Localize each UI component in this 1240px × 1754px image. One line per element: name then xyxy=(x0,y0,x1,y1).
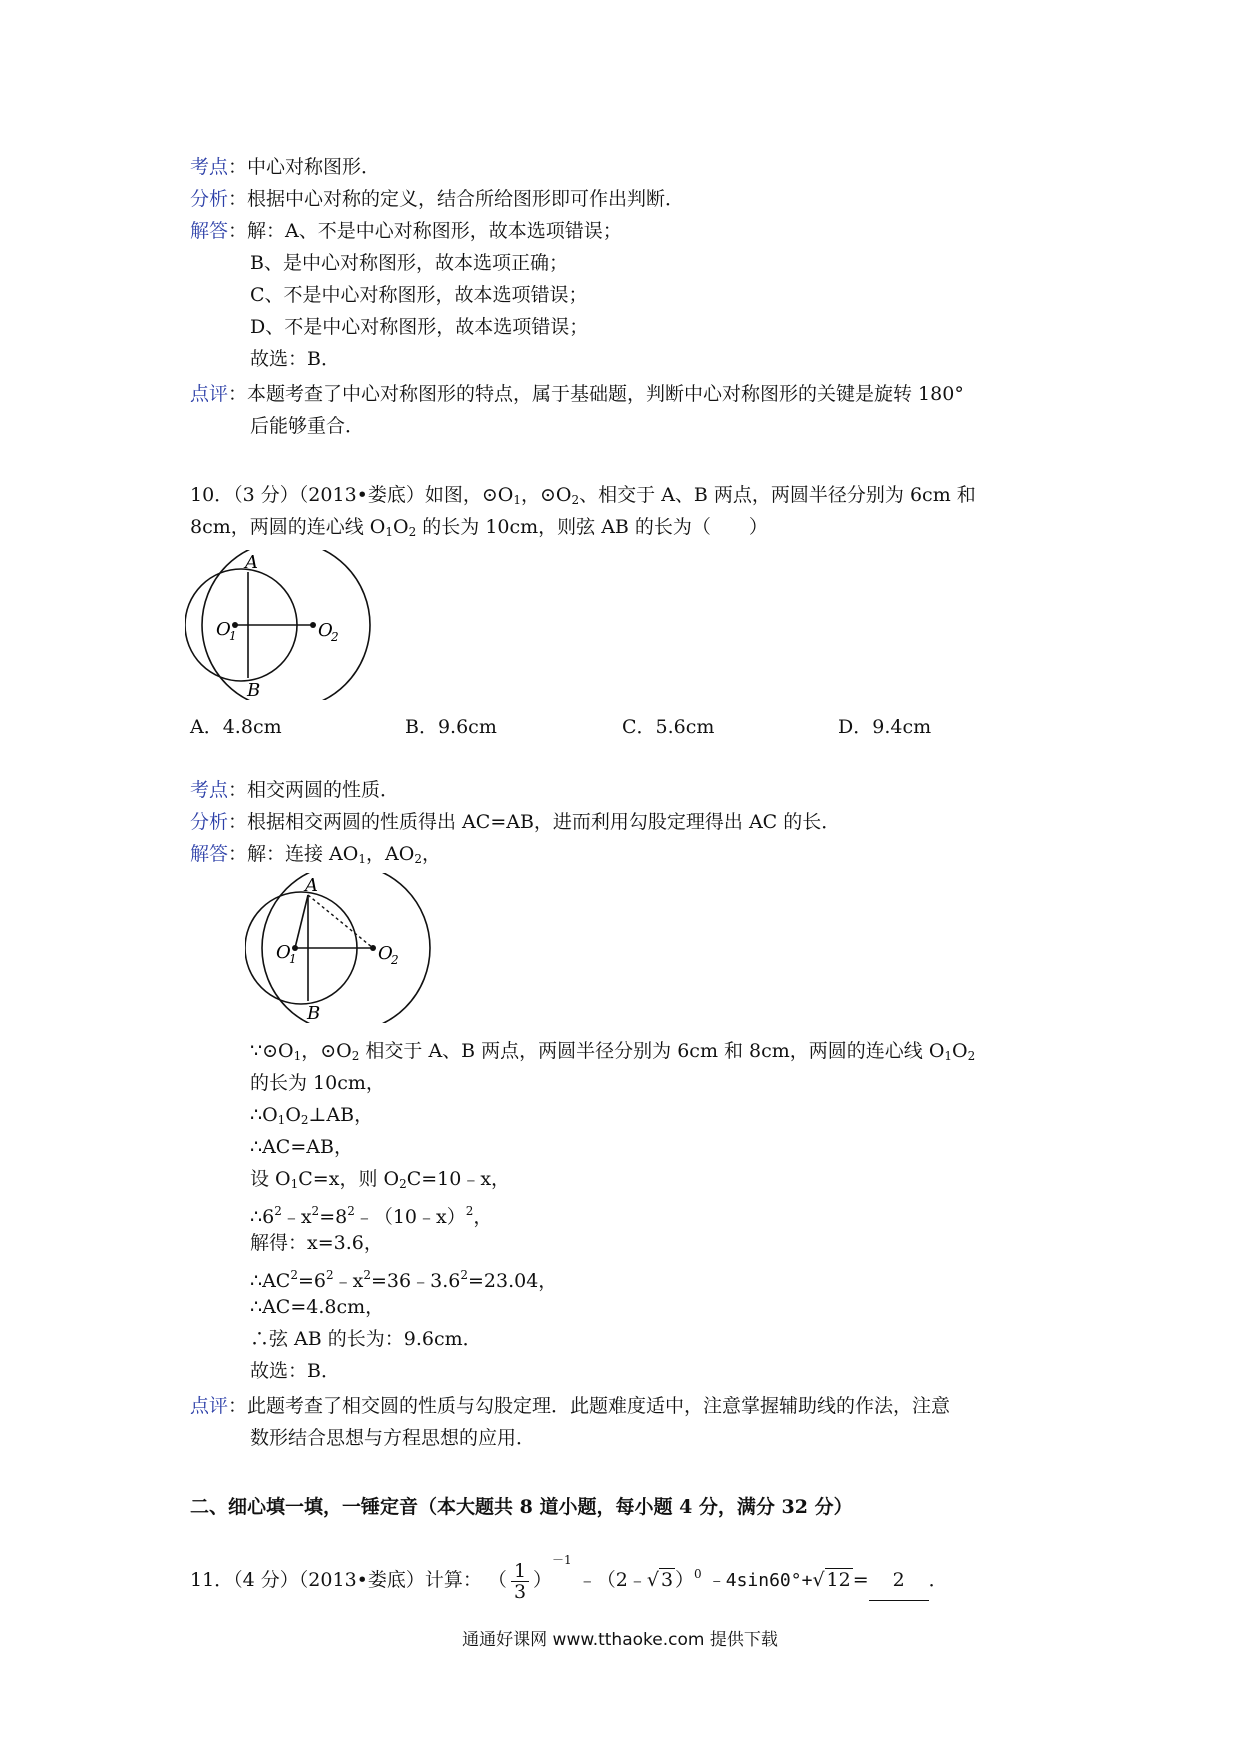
q10-sol-8c: ﹣x xyxy=(333,1270,364,1292)
q10-sol-6c: =8 xyxy=(319,1206,348,1228)
sub: 1 xyxy=(293,1049,302,1063)
q10-jieda-1c: ， xyxy=(421,843,441,865)
q9-fenxi-text: ：根据中心对称的定义，结合所给图形即可作出判断． xyxy=(228,188,685,210)
q10-sol-6a: ∴6 xyxy=(250,1206,275,1228)
fraction-one-third xyxy=(511,1561,529,1602)
q9-dianping-text: ：本题考查了中心对称图形的特点，属于基础题，判断中心对称图形的关键是旋转 180° xyxy=(228,383,964,405)
label-b: B xyxy=(307,1003,321,1023)
q10-jieda-line xyxy=(190,839,441,874)
sup: 2 xyxy=(311,1204,320,1218)
q10-sol-4: ∴AC=AB， xyxy=(250,1136,353,1158)
q10-sol-1c: 相交于 A、B 两点，两圆半径分别为 6cm 和 8cm，两圆的连心线 O xyxy=(359,1040,945,1062)
segment-ao1 xyxy=(295,895,308,948)
q10-sol-5c: C=10﹣x， xyxy=(406,1168,511,1190)
q10-dianping-text: ：此题考查了相交圆的性质与勾股定理．此题难度适中，注意掌握辅助线的作法，注意 xyxy=(228,1395,951,1417)
q11-end: ． xyxy=(928,1569,948,1591)
q10-stem-1c: 、相交于 A、B 两点，两圆半径分别为 6cm 和 xyxy=(579,484,976,506)
q10-fenxi-text: ：根据相交两圆的性质得出 AC=AB，进而利用勾股定理得出 AC 的长． xyxy=(228,811,841,833)
kaodian-label: 考点 xyxy=(190,156,229,178)
q11-lparen: （ xyxy=(487,1569,507,1591)
label-o1: O xyxy=(216,619,231,640)
q9-jieda-line xyxy=(190,216,622,246)
sqrt-12: 12 xyxy=(826,1569,851,1591)
sub: 2 xyxy=(351,1049,360,1063)
q10-sol-1b: ，⊙O xyxy=(301,1040,352,1062)
label-o2: O xyxy=(318,620,333,641)
sqrt-symbol: √ xyxy=(646,1569,659,1591)
q10-sol-5a: 设 O xyxy=(250,1168,291,1190)
jieda-label: 解答 xyxy=(190,220,229,242)
q11-stem-text: 11．（4 分）（2013•娄底）计算： xyxy=(190,1569,482,1591)
q10-figure xyxy=(185,550,385,700)
q10-stem-2b: O xyxy=(393,516,409,538)
option-a: A．4.8cm xyxy=(190,716,282,738)
label-o2: O xyxy=(378,943,393,964)
dianping-label: 点评 xyxy=(190,1395,229,1417)
sub: 1 xyxy=(944,1049,953,1063)
q10-sol-2: 的长为 10cm， xyxy=(250,1072,385,1094)
sqrt-3: 3 xyxy=(660,1569,674,1591)
label-o1-sub: 1 xyxy=(289,952,297,966)
q11-answer: 2 xyxy=(869,1560,929,1601)
q9-fenxi-line xyxy=(190,184,684,214)
q10-sol-5 xyxy=(250,1164,510,1199)
sup: 2 xyxy=(326,1268,334,1282)
option-b: B．9.6cm xyxy=(405,716,497,738)
point-o2 xyxy=(310,622,316,628)
dianping-label: 点评 xyxy=(190,383,229,405)
q10-stem-1 xyxy=(190,480,976,515)
point-o2 xyxy=(370,945,376,951)
q10-sol-10: ∴弦 AB 的长为：9.6cm． xyxy=(250,1328,482,1350)
segment-ao2-dashed xyxy=(308,895,373,948)
q10-solution-figure xyxy=(245,873,445,1023)
q11-equals: = xyxy=(852,1569,869,1591)
q10-sol-9: ∴AC=4.8cm， xyxy=(250,1296,385,1318)
point-o1 xyxy=(232,622,238,628)
sqrt-symbol: √ xyxy=(812,1569,825,1591)
sub: 2 xyxy=(408,525,417,539)
q9-jieda-d: D、不是中心对称图形，故本选项错误； xyxy=(250,316,589,338)
fraction-denominator: 3 xyxy=(513,1580,527,1603)
sub: 1 xyxy=(358,852,366,866)
q10-fenxi-line xyxy=(190,807,840,837)
sub: 1 xyxy=(385,525,394,539)
sub: 2 xyxy=(414,852,422,866)
q11-mid: ﹣（2﹣ xyxy=(577,1569,647,1591)
q10-dianping-cont: 数形结合思想与方程思想的应用． xyxy=(250,1427,536,1449)
q10-sol-6b: ﹣x xyxy=(281,1206,312,1228)
q11-rparen: ） xyxy=(533,1569,553,1591)
q9-answer: 故选：B． xyxy=(250,348,340,370)
sup: 2 xyxy=(290,1268,298,1282)
section-heading: 二、细心填一填，一锤定音（本大题共 8 道小题，每小题 4 分，满分 32 分） xyxy=(190,1496,853,1518)
q11-stem xyxy=(190,1540,948,1602)
q9-kaodian-line xyxy=(190,152,380,182)
q10-stem-2c: 的长为 10cm，则弦 AB 的长为（ ） xyxy=(416,516,768,538)
q11-tail: ﹣4sin60°+ xyxy=(707,1570,813,1591)
q10-stem-1a: 10．（3 分）（2013•娄底）如图，⊙O xyxy=(190,484,514,506)
sup: 2 xyxy=(347,1204,355,1218)
sub: 2 xyxy=(967,1049,976,1063)
q10-sol-3c: ⊥AB， xyxy=(308,1104,374,1126)
q10-kaodian-text: ：相交两圆的性质． xyxy=(228,779,400,801)
sup: 2 xyxy=(465,1204,474,1218)
q10-sol-3 xyxy=(250,1100,373,1135)
q10-dianping-line xyxy=(190,1391,950,1421)
q10-sol-6d: ﹣（10﹣x） xyxy=(354,1206,466,1228)
q10-sol-1a: ∵⊙O xyxy=(250,1040,294,1062)
sup: 2 xyxy=(363,1268,372,1282)
option-c: C．5.6cm xyxy=(622,716,715,738)
fraction-numerator: 1 xyxy=(511,1561,529,1582)
sub: 2 xyxy=(571,493,580,507)
fenxi-label: 分析 xyxy=(190,811,229,833)
label-o2-sub: 2 xyxy=(331,630,339,644)
sub: 2 xyxy=(399,1177,407,1191)
q10-jieda-1a: ：解：连接 AO xyxy=(228,843,359,865)
jieda-label: 解答 xyxy=(190,843,229,865)
sub: 1 xyxy=(290,1177,299,1191)
q10-sol-7: 解得：x=3.6， xyxy=(250,1232,383,1254)
exponent-zero: 0 xyxy=(694,1567,702,1581)
q10-sol-8a: ∴AC xyxy=(250,1270,291,1292)
label-o2-sub: 2 xyxy=(391,953,399,967)
q10-stem-2 xyxy=(190,512,768,547)
kaodian-label: 考点 xyxy=(190,779,229,801)
sup: 2 xyxy=(274,1204,282,1218)
q10-sol-6e: ， xyxy=(473,1206,493,1228)
q10-sol-3a: ∴O xyxy=(250,1104,278,1126)
sub: 1 xyxy=(513,493,522,507)
q10-sol-11: 故选：B． xyxy=(250,1360,340,1382)
q9-jieda-c: C、不是中心对称图形，故本选项错误； xyxy=(250,284,588,306)
q10-sol-1 xyxy=(250,1036,975,1071)
q10-sol-8b: =6 xyxy=(298,1270,327,1292)
q9-kaodian-text: ：中心对称图形． xyxy=(228,156,381,178)
q10-sol-8 xyxy=(250,1260,557,1296)
q10-sol-1d: O xyxy=(952,1040,968,1062)
label-a: A xyxy=(245,552,258,573)
page-footer: 通通好课网 www.tthaoke.com 提供下载 xyxy=(462,1630,778,1650)
fenxi-label: 分析 xyxy=(190,188,229,210)
q10-sol-8d: =36﹣3.6 xyxy=(371,1270,461,1292)
q9-dianping-cont: 后能够重合． xyxy=(250,415,365,437)
q10-stem-1b: ，⊙O xyxy=(521,484,572,506)
sub: 1 xyxy=(277,1113,286,1127)
q11-rparen2: ） xyxy=(675,1569,695,1591)
q9-dianping-line xyxy=(190,379,964,409)
q10-jieda-1b: ，AO xyxy=(366,843,415,865)
q10-kaodian-line xyxy=(190,775,399,805)
option-d: D．9.4cm xyxy=(838,716,932,738)
label-a: A xyxy=(305,875,318,896)
q10-sol-6 xyxy=(250,1196,492,1232)
sup: 2 xyxy=(460,1268,468,1282)
q10-sol-5b: C=x，则 O xyxy=(298,1168,400,1190)
label-b: B xyxy=(247,680,261,700)
q9-jieda-b: B、是中心对称图形，故本选项正确； xyxy=(250,252,568,274)
q9-jieda-text: ：解：A、不是中心对称图形，故本选项错误； xyxy=(228,220,622,242)
label-o1-sub: 1 xyxy=(229,629,237,643)
point-o1 xyxy=(292,945,298,951)
sub: 2 xyxy=(300,1113,309,1127)
q10-stem-2a: 8cm，两圆的连心线 O xyxy=(190,516,386,538)
exponent-neg-one: －1 xyxy=(552,1553,572,1567)
q10-sol-8e: =23.04， xyxy=(467,1270,558,1292)
label-o1: O xyxy=(276,942,291,963)
q10-sol-3b: O xyxy=(285,1104,301,1126)
